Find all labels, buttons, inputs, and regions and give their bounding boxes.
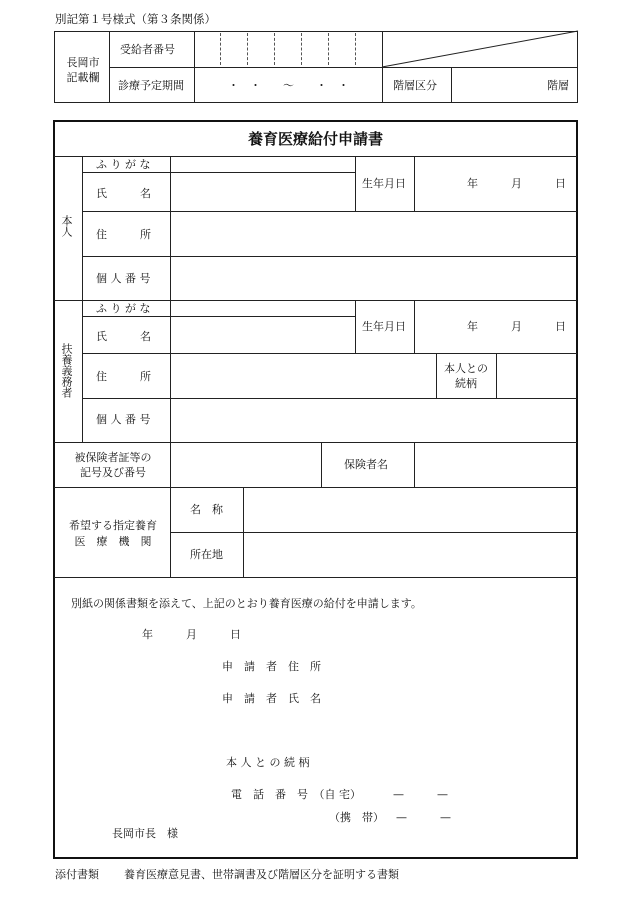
guardian-birth-label: 生年月日 — [362, 320, 406, 333]
guardian-section-label: 扶養義務者 — [60, 343, 73, 398]
class-unit: 階層 — [547, 79, 569, 92]
insurance-number-label: 被保険者証等の 記号及び番号 — [74, 451, 152, 479]
attachments-label: 添付書類 — [55, 868, 99, 881]
phone-home-blank: — — — [393, 788, 448, 801]
attachments-text: 養育医療意見書、世帯調書及び階層区分を証明する書類 — [124, 868, 399, 881]
diagonal-line — [382, 31, 578, 67]
application-date: 年 月 日 — [142, 628, 241, 641]
institution-name-label: 名 称 — [190, 503, 223, 516]
treatment-period-label: 診療予定期間 — [118, 79, 184, 92]
applicant-address-field-label: 申 請 者 住 所 — [222, 660, 321, 673]
office-use-label: 長岡市 記載欄 — [66, 56, 100, 84]
class-label: 階層区分 — [393, 79, 437, 92]
guardian-id-label: 個 人 番 号 — [96, 413, 151, 426]
applicant-id-label: 個 人 番 号 — [96, 272, 151, 285]
guardian-name-label: 氏 名 — [96, 330, 151, 343]
form-number: 別記第１号様式（第３条関係） — [55, 12, 216, 26]
relation-field-label: 本 人 と の 続 柄 — [226, 756, 310, 769]
institution-label: 希望する指定養育 医 療 機 関 — [69, 519, 157, 548]
applicant-birth-value: 年 月 日 — [467, 177, 566, 190]
guardian-furigana-label: ふ り が な — [96, 302, 151, 315]
phone-mobile-blank: — — — [396, 811, 451, 824]
applicant-name-field-label: 申 請 者 氏 名 — [222, 692, 321, 705]
guardian-relation-label: 本人との 続柄 — [444, 362, 488, 390]
institution-location-label: 所在地 — [190, 548, 223, 561]
guardian-birth-value: 年 月 日 — [467, 320, 566, 333]
applicant-birth-label: 生年月日 — [362, 177, 406, 190]
applicant-furigana-label: ふ り が な — [96, 158, 151, 171]
applicant-address-label: 住 所 — [96, 228, 151, 241]
applicant-section-label: 本人 — [60, 215, 73, 237]
declaration-statement: 別紙の関係書類を添えて、上記のとおり養育医療の給付を申請します。 — [71, 597, 422, 610]
phone-home-label: 電 話 番 号 （自 宅） — [231, 788, 361, 801]
addressee: 長岡市長 様 — [112, 827, 178, 840]
treatment-period-value: ・ ・ 〜 ・ ・ — [228, 79, 349, 92]
recipient-number-label: 受給者番号 — [120, 43, 175, 56]
form-title: 養育医療給付申請書 — [247, 130, 383, 148]
phone-mobile-label: （携 帯） — [329, 811, 384, 824]
guardian-address-label: 住 所 — [96, 370, 151, 383]
insurer-name-label: 保険者名 — [344, 458, 388, 471]
applicant-name-label: 氏 名 — [96, 187, 151, 200]
